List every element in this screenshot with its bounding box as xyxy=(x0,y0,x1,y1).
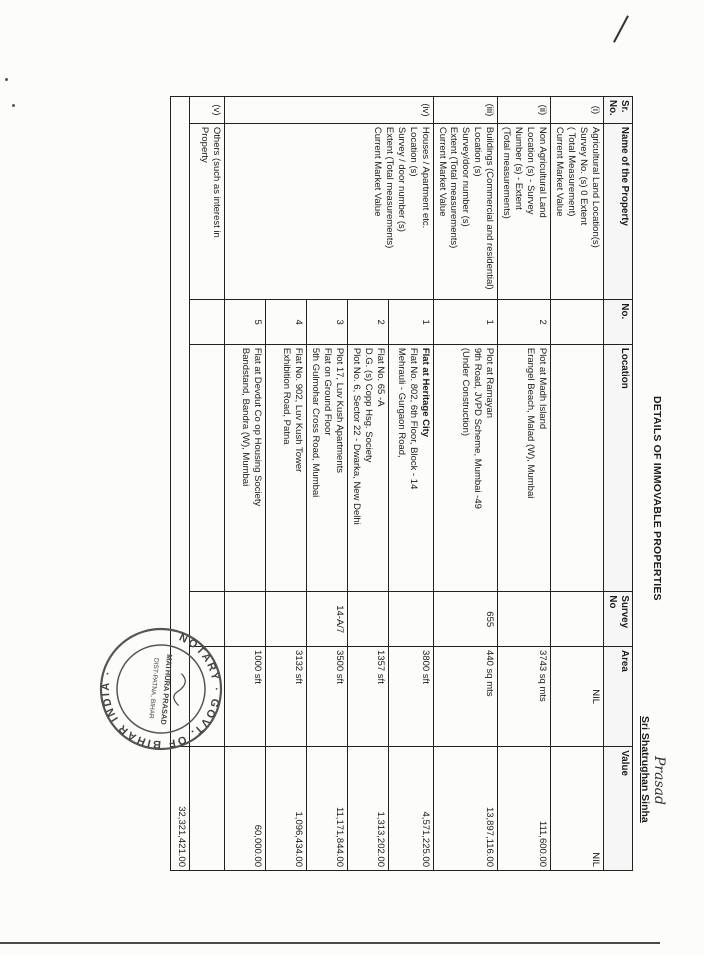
header-value: Value xyxy=(603,747,632,871)
area-cell: 3132 sft xyxy=(265,647,306,747)
survey-cell xyxy=(224,592,265,647)
scan-speck xyxy=(5,78,8,81)
property-name-cell: Non Agricultural Land Location (s) - Survey Number (s) - Extent (Total measurements) xyxy=(498,123,551,300)
rotated-document xyxy=(132,96,667,871)
sr-cell: (v) xyxy=(189,97,224,124)
area-cell: 3500 sft xyxy=(306,647,347,747)
sr-cell: (iv) xyxy=(224,97,433,124)
no-cell: 1 xyxy=(433,300,497,344)
no-cell xyxy=(551,300,604,344)
survey-cell xyxy=(498,592,551,647)
survey-cell: 655 xyxy=(433,592,497,647)
svg-text:DIST-PATNA, BIHAR: DIST-PATNA, BIHAR xyxy=(147,657,160,719)
total-row xyxy=(170,97,189,871)
location-cell xyxy=(388,344,433,592)
sr-cell: (iii) xyxy=(433,97,497,124)
sr-cell: (i) xyxy=(551,97,604,124)
property-name-cell: Agricultural Land Location(s) Survey No. (s) 0 Extent ( Total Measurement) Current Market Value xyxy=(551,123,604,300)
area-cell: 1000 sft xyxy=(224,647,265,747)
area-cell: NIL xyxy=(551,647,604,747)
sr-cell: (ii) xyxy=(498,97,551,124)
header-survey-no: Survey No xyxy=(603,592,632,647)
header-property-name: Name of the Property xyxy=(603,123,632,300)
location-cell: Plot at Ramayan 9th Road, JVPD Scheme, Mumbai -49 (Under Construction) xyxy=(433,344,497,592)
svg-text:MATHURA PRASAD: MATHURA PRASAD xyxy=(158,653,175,726)
table-row xyxy=(498,97,551,871)
header-sr-no: Sr. No. xyxy=(603,97,632,124)
table-row xyxy=(388,97,433,871)
no-cell: 5 xyxy=(224,300,265,344)
value-cell: 1,313,202.00 xyxy=(347,747,388,871)
survey-cell: 14-A/7 xyxy=(306,592,347,647)
svg-text:NOTARY · GOVT. OF BIHAR INDIA: NOTARY · GOVT. OF BIHAR INDIA · xyxy=(99,631,223,751)
header-location: Location xyxy=(603,344,632,592)
table-row xyxy=(189,97,224,871)
survey-cell xyxy=(551,592,604,647)
survey-cell xyxy=(347,592,388,647)
location-text: Flat No. 802, 6th Floor, Block - 14 Mehrauli - Gurgaon Road, xyxy=(395,347,419,490)
header-no: No. xyxy=(603,300,632,344)
table-row xyxy=(551,97,604,871)
location-cell xyxy=(189,344,224,592)
location-cell: Flat No. 902, Luv Kush Tower Exhibition Road, Patna xyxy=(265,344,306,592)
property-name-cell: Others (such as interest in Property xyxy=(189,123,224,300)
document-title: DETAILS OF IMMOVABLE PROPERTIES xyxy=(651,396,663,601)
value-cell: 111,600.00 xyxy=(498,747,551,871)
bottom-rule xyxy=(0,942,660,944)
location-cell: Flat at Devdut Co op Housing Society Bandstand, Bandra (W), Mumbai xyxy=(224,344,265,592)
value-cell: 1,096,434.00 xyxy=(265,747,306,871)
value-cell xyxy=(189,747,224,871)
no-cell: 4 xyxy=(265,300,306,344)
no-cell: 2 xyxy=(498,300,551,344)
location-cell: Flat No. 65 -A D.G. (s) Copp Hsg. Society Plot No. 6, Sector 22 - Dwarka, New Delhi xyxy=(347,344,388,592)
area-cell: 3800 sft xyxy=(388,647,433,747)
area-cell: 1357 sft xyxy=(347,647,388,747)
value-cell: 11,171,844.00 xyxy=(306,747,347,871)
scan-speck xyxy=(12,104,15,107)
location-cell: Plot 17, Luv Kush Apartments Flat on Ground Floor 5th Gulmohar Cross Road, Mumbai xyxy=(306,344,347,592)
value-cell: 13,897,116.00 xyxy=(433,747,497,871)
no-cell xyxy=(189,300,224,344)
value-cell: 4,571,225.00 xyxy=(388,747,433,871)
location-cell: Plot at Madh Island Erangel Beach, Malad (W), Mumbai xyxy=(498,344,551,592)
value-cell: 60,000.00 xyxy=(224,747,265,871)
notary-seal xyxy=(96,624,226,754)
total-value: 32,321,421.00 xyxy=(170,747,189,871)
property-name-cell: Buildings (Commercial and residential) Location (s) Survey/door number (s) Extent (Total measurements) Current Market Value xyxy=(433,123,497,300)
no-cell: 1 xyxy=(388,300,433,344)
header-area: Area xyxy=(603,647,632,747)
value-cell: NIL xyxy=(551,747,604,871)
area-cell: 3743 sq mts xyxy=(498,647,551,747)
survey-cell xyxy=(388,592,433,647)
location-heading: Flat at Heritage City xyxy=(419,347,431,438)
owner-name: Sri Shatrughan Sinha xyxy=(639,716,651,823)
location-cell xyxy=(551,344,604,592)
survey-cell xyxy=(265,592,306,647)
handwritten-signature: Prasad xyxy=(651,756,667,805)
table-row xyxy=(433,97,497,871)
area-cell: 440 sq mts xyxy=(433,647,497,747)
table-header-row xyxy=(603,97,632,871)
property-name-cell: Houses / Apartment etc. Location (s) Survey / door number (s) Extent (Total measurements) Current Market Value xyxy=(224,123,433,300)
properties-table xyxy=(170,96,633,871)
no-cell: 3 xyxy=(306,300,347,344)
no-cell: 2 xyxy=(347,300,388,344)
